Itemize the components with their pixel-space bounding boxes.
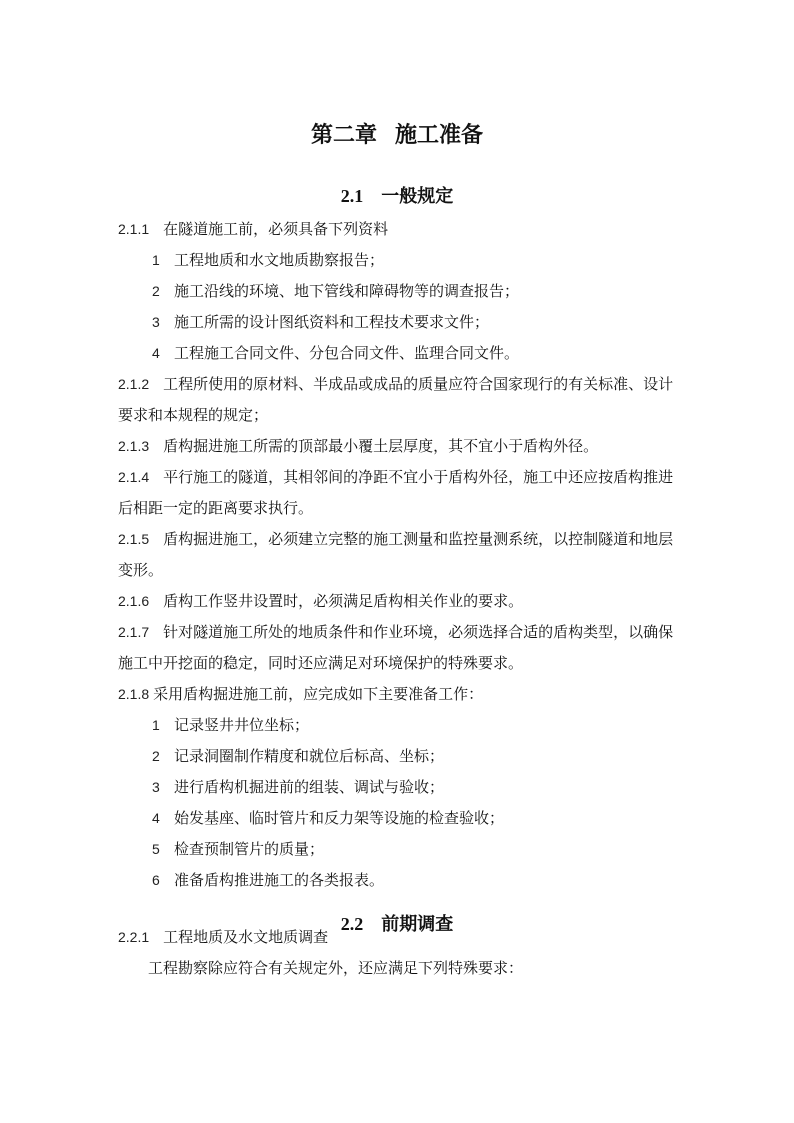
- item-number: 2: [152, 748, 160, 764]
- item-number: 1: [152, 717, 160, 733]
- item-number: 5: [152, 841, 160, 857]
- body-paragraph: 工程勘察除应符合有关规定外，还应满足下列特殊要求：: [148, 959, 524, 977]
- clause-text: 平行施工的隧道，其相邻间的净距不宜小于盾构外径，施工中还应按盾构推进后相距一定的距离要求执行。: [118, 468, 674, 517]
- item-text: 施工所需的设计图纸资料和工程技术要求文件；: [174, 313, 490, 331]
- list-item: [118, 741, 683, 772]
- clause-number: 2.1.4: [118, 469, 150, 485]
- clause-number: 2.1.3: [118, 438, 150, 454]
- list-item: [118, 276, 683, 307]
- clause-text: 盾构工作竖井设置时，必须满足盾构相关作业的要求。: [163, 592, 524, 610]
- clause-number: 2.1.5: [118, 531, 150, 547]
- list-item: [118, 710, 683, 741]
- clause-text: 工程地质及水文地质调查: [163, 928, 329, 946]
- list-item: [118, 834, 683, 865]
- item-text: 准备盾构推进施工的各类报表。: [174, 871, 385, 889]
- section-number: 2.2: [340, 914, 364, 934]
- clause-text: 针对隧道施工所处的地质条件和作业环境，必须选择合适的盾构类型，以确保施工中开挖面的稳定，同时还应满足对环境保护的特殊要求。: [118, 623, 674, 672]
- section-name: 一般规定: [381, 186, 454, 207]
- clause-2-1-5: [118, 524, 683, 586]
- item-text: 施工沿线的环境、地下管线和障碍物等的调查报告；: [174, 282, 520, 300]
- clause-2-1-2: [118, 369, 683, 431]
- item-number: 2: [152, 283, 160, 299]
- item-text: 进行盾构机掘进前的组装、调试与验收；: [174, 778, 445, 796]
- clause-number: 2.2.1: [118, 929, 150, 945]
- clause-2-1-6: [118, 586, 683, 617]
- chapter-name: 施工准备: [395, 123, 484, 148]
- item-number: 4: [152, 345, 160, 361]
- item-number: 6: [152, 872, 160, 888]
- clause-2-1-8: [118, 679, 683, 710]
- section-title-2-1: [0, 182, 794, 208]
- list-item: [118, 338, 683, 369]
- chapter-title: [0, 118, 794, 149]
- clause-2-1-1: [118, 214, 683, 245]
- clause-number: 2.1.6: [118, 593, 150, 609]
- item-number: 3: [152, 314, 160, 330]
- item-text: 始发基座、临时管片和反力架等设施的检查验收；: [174, 809, 505, 827]
- item-text: 检查预制管片的质量；: [174, 840, 325, 858]
- clause-text: 工程所使用的原材料、半成品或成品的质量应符合国家现行的有关标准、设计要求和本规程的规定；: [118, 375, 674, 424]
- section-name: 前期调查: [381, 914, 454, 935]
- item-text: 工程地质和水文地质勘察报告；: [174, 251, 385, 269]
- item-number: 4: [152, 810, 160, 826]
- clause-text: 在隧道施工前，必须具备下列资料: [163, 220, 389, 238]
- list-item: [118, 307, 683, 338]
- item-text: 记录竖井井位坐标；: [174, 716, 310, 734]
- clause-text: 采用盾构掘进施工前，应完成如下主要准备工作：: [153, 685, 484, 703]
- list-item: [118, 803, 683, 834]
- clause-2-1-7: [118, 617, 683, 679]
- clause-number: 2.1.2: [118, 376, 150, 392]
- clause-2-1-3: [118, 431, 683, 462]
- clause-text: 盾构掘进施工所需的顶部最小覆土层厚度，其不宜小于盾构外径。: [163, 437, 599, 455]
- chapter-number: 第二章: [310, 123, 377, 148]
- item-text: 工程施工合同文件、分包合同文件、监理合同文件。: [174, 344, 520, 362]
- clause-text: 盾构掘进施工，必须建立完整的施工测量和监控量测系统，以控制隧道和地层变形。: [118, 530, 674, 579]
- list-item: [118, 865, 683, 896]
- clause-number: 2.1.8: [118, 686, 150, 702]
- section-2-1-body: [118, 214, 683, 984]
- item-number: 1: [152, 252, 160, 268]
- clause-number: 2.1.7: [118, 624, 150, 640]
- clause-2-1-4: [118, 462, 683, 524]
- item-number: 3: [152, 779, 160, 795]
- section-title-2-2: [0, 910, 794, 936]
- section-number: 2.1: [340, 186, 364, 206]
- item-text: 记录洞圈制作精度和就位后标高、坐标；: [174, 747, 445, 765]
- clause-number: 2.1.1: [118, 221, 150, 237]
- list-item: [118, 245, 683, 276]
- list-item: [118, 772, 683, 803]
